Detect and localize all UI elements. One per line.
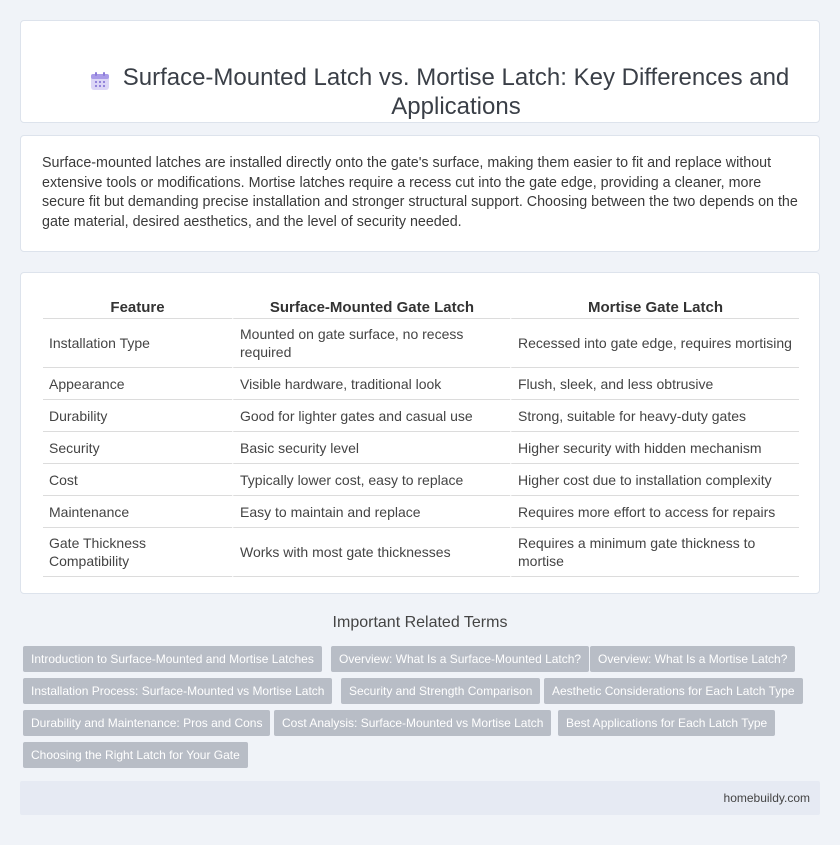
related-term-tag[interactable]: Overview: What Is a Surface-Mounted Latch? — [331, 646, 589, 672]
table-row — [43, 319, 799, 368]
table-row — [43, 400, 799, 432]
table-cell: Appearance — [43, 368, 232, 400]
intro-card — [20, 135, 820, 252]
related-term-tag[interactable]: Durability and Maintenance: Pros and Cons — [23, 710, 270, 736]
table-cell: Higher cost due to installation complexity — [510, 464, 799, 496]
table-cell: Flush, sleek, and less obtrusive — [510, 368, 799, 400]
calendar-icon — [89, 70, 111, 92]
title-card — [20, 20, 820, 123]
header-surface-mounted: Surface-Mounted Gate Latch — [232, 296, 510, 319]
table-cell: Visible hardware, traditional look — [232, 368, 510, 400]
related-terms-title: Important Related Terms — [332, 614, 508, 631]
related-term-tag[interactable]: Aesthetic Considerations for Each Latch Type — [544, 678, 803, 704]
page-title: Surface-Mounted Latch vs. Mortise Latch: Key Differences and Applications — [122, 64, 790, 120]
comparison-table — [43, 296, 799, 577]
header-mortise: Mortise Gate Latch — [510, 296, 799, 319]
table-cell: Strong, suitable for heavy-duty gates — [510, 400, 799, 432]
table-cell: Typically lower cost, easy to replace — [232, 464, 510, 496]
table-cell: Mounted on gate surface, no recess required — [232, 319, 510, 368]
table-cell: Gate Thickness Compatibility — [43, 528, 232, 577]
related-term-tag[interactable]: Choosing the Right Latch for Your Gate — [23, 742, 248, 768]
table-row — [43, 528, 799, 577]
table-row — [43, 432, 799, 464]
related-term-tag[interactable]: Security and Strength Comparison — [341, 678, 540, 704]
related-term-tag[interactable]: Installation Process: Surface-Mounted vs Mortise Latch — [23, 678, 332, 704]
table-cell: Installation Type — [43, 319, 232, 368]
table-cell: Works with most gate thicknesses — [232, 528, 510, 577]
table-cell: Requires more effort to access for repairs — [510, 496, 799, 528]
table-cell: Durability — [43, 400, 232, 432]
table-cell: Recessed into gate edge, requires mortising — [510, 319, 799, 368]
related-term-tag[interactable]: Cost Analysis: Surface-Mounted vs Mortise Latch — [274, 710, 551, 736]
table-cell: Security — [43, 432, 232, 464]
table-header-row — [43, 296, 799, 319]
comparison-table-card — [20, 272, 820, 594]
table-cell: Higher security with hidden mechanism — [510, 432, 799, 464]
footer-site[interactable]: homebuildy.com — [723, 791, 810, 805]
intro-paragraph: Surface-mounted latches are installed directly onto the gate's surface, making them easier to fit and replace without extensive tools or modifications. Mortise latches require a recess cut into the gate edge, providing a cleaner, more secure fit but demanding precise installation and stronger structural support. Choosing between the two depends on the gate material, desired aesthetics, and the level of security needed. — [42, 155, 798, 230]
footer — [20, 781, 820, 815]
header-feature: Feature — [43, 296, 232, 319]
table-row — [43, 464, 799, 496]
table-cell: Cost — [43, 464, 232, 496]
related-term-tag[interactable]: Overview: What Is a Mortise Latch? — [590, 646, 795, 672]
table-row — [43, 368, 799, 400]
related-term-tag[interactable]: Introduction to Surface-Mounted and Mortise Latches — [23, 646, 322, 672]
table-cell: Basic security level — [232, 432, 510, 464]
table-cell: Good for lighter gates and casual use — [232, 400, 510, 432]
table-row — [43, 496, 799, 528]
table-cell: Requires a minimum gate thickness to mortise — [510, 528, 799, 577]
related-term-tag[interactable]: Best Applications for Each Latch Type — [558, 710, 775, 736]
table-cell: Easy to maintain and replace — [232, 496, 510, 528]
table-cell: Maintenance — [43, 496, 232, 528]
